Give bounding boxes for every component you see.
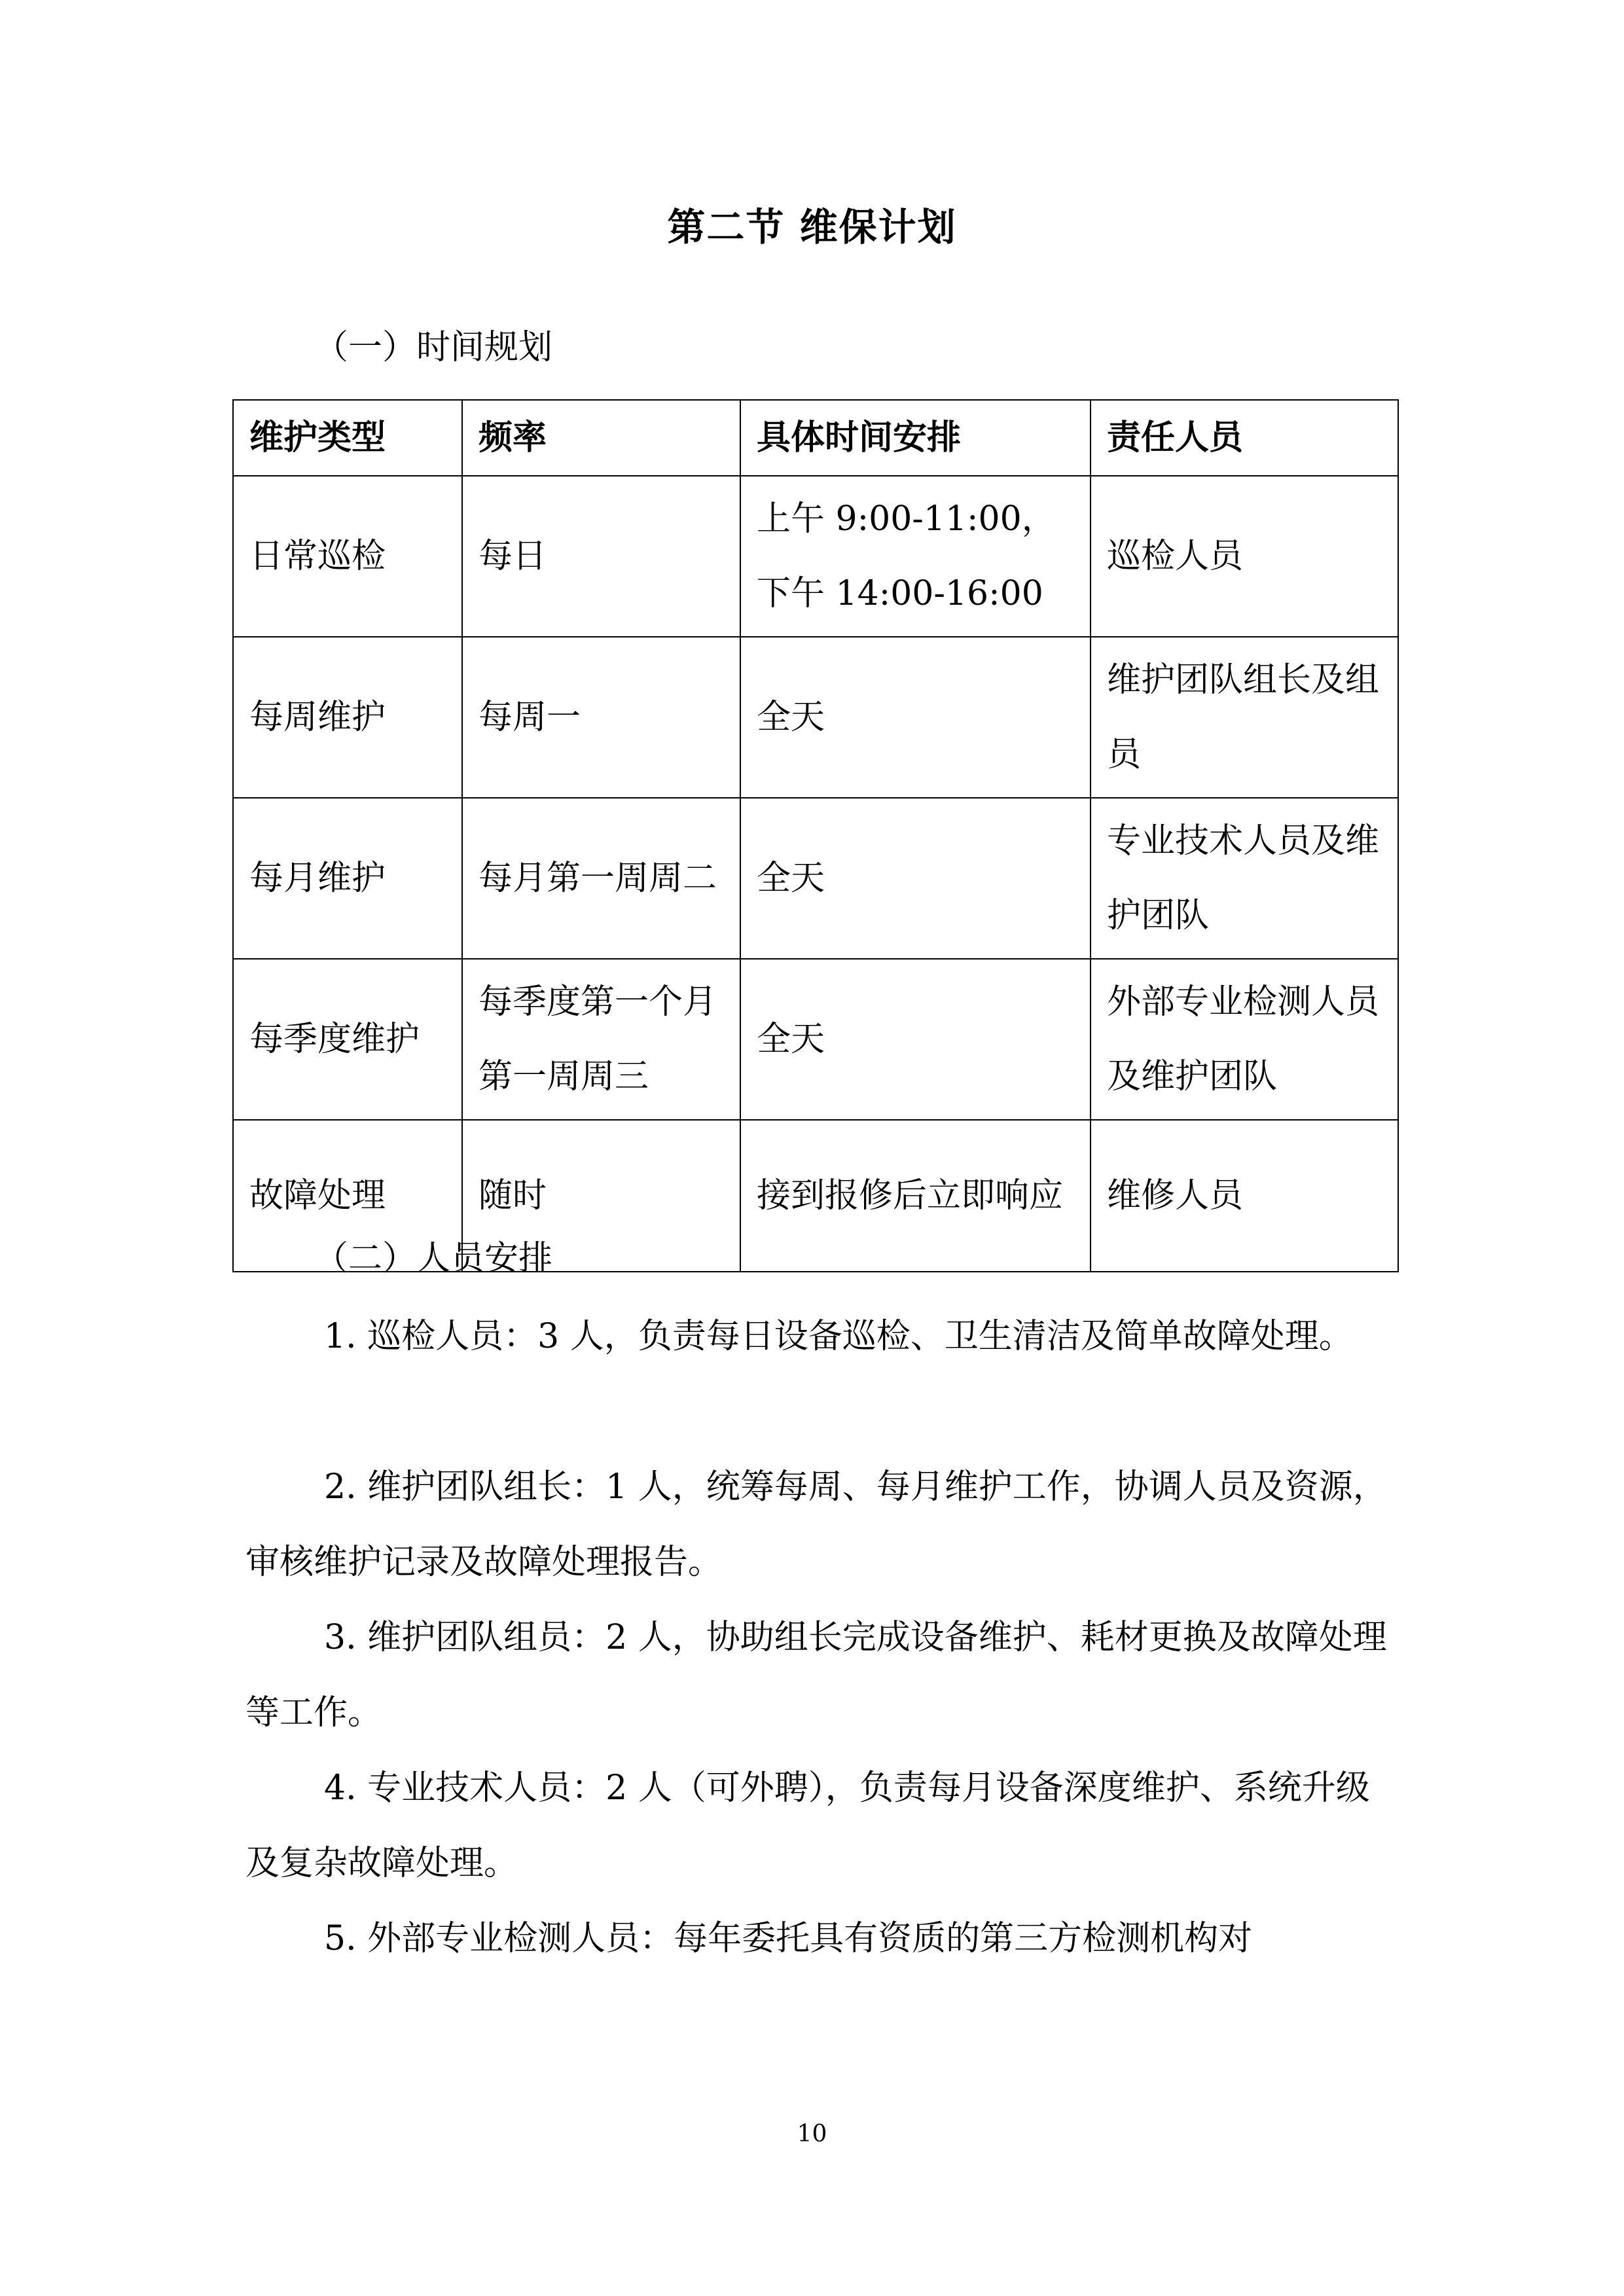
staff-item-text: 2. 维护团队组长：1 人，统筹每周、每月维护工作，协调人员及资源，审核维护记录及故障处理报告。 bbox=[245, 1467, 1387, 1582]
staff-item bbox=[245, 1751, 1388, 1901]
table-cell: 上午 9:00-11:00，下午 14:00-16:00 bbox=[740, 476, 1091, 637]
table-header: 维护类型 bbox=[233, 400, 462, 476]
staff-item bbox=[245, 1901, 1388, 1977]
table-cell: 全天 bbox=[740, 798, 1091, 959]
section-heading-time-plan: （一）时间规划 bbox=[314, 328, 553, 367]
table-cell: 全天 bbox=[740, 959, 1091, 1120]
table-cell: 每周维护 bbox=[233, 637, 462, 798]
table-cell: 每季度第一个月第一周周三 bbox=[462, 959, 740, 1120]
staff-item bbox=[245, 1450, 1388, 1600]
staff-item-text: 4. 专业技术人员：2 人（可外聘），负责每月设备深度维护、系统升级及复杂故障处理。 bbox=[245, 1768, 1370, 1883]
table-cell: 故障处理 bbox=[233, 1120, 462, 1272]
table-cell: 每周一 bbox=[462, 637, 740, 798]
table-cell: 维护团队组长及组员 bbox=[1091, 637, 1398, 798]
table-header: 具体时间安排 bbox=[740, 400, 1091, 476]
table-cell: 每季度维护 bbox=[233, 959, 462, 1120]
table-cell: 专业技术人员及维护团队 bbox=[1091, 798, 1398, 959]
table-cell: 每日 bbox=[462, 476, 740, 637]
table-cell: 外部专业检测人员及维护团队 bbox=[1091, 959, 1398, 1120]
staff-item bbox=[245, 1600, 1388, 1751]
table-cell: 接到报修后立即响应 bbox=[740, 1120, 1091, 1272]
table-cell: 每月第一周周二 bbox=[462, 798, 740, 959]
table-row bbox=[233, 959, 1398, 1120]
table-header: 责任人员 bbox=[1091, 400, 1398, 476]
table-cell: 巡检人员 bbox=[1091, 476, 1398, 637]
page-number: 10 bbox=[797, 2121, 827, 2147]
table-cell: 维修人员 bbox=[1091, 1120, 1398, 1272]
table-cell: 日常巡检 bbox=[233, 476, 462, 637]
maintenance-schedule-table bbox=[232, 399, 1399, 1272]
section-heading-staffing: （二）人员安排 bbox=[314, 1239, 553, 1278]
table-row bbox=[233, 476, 1398, 637]
staff-item-text: 1. 巡检人员：3 人，负责每日设备巡检、卫生清洁及简单故障处理。 bbox=[324, 1317, 1353, 1356]
page-title: 第二节 维保计划 bbox=[667, 205, 957, 249]
staff-item-text: 3. 维护团队组员：2 人，协助组长完成设备维护、耗材更换及故障处理等工作。 bbox=[245, 1618, 1387, 1732]
table-header: 频率 bbox=[462, 400, 740, 476]
table-cell: 每月维护 bbox=[233, 798, 462, 959]
table-cell: 随时 bbox=[462, 1120, 740, 1272]
staff-item-text: 5. 外部专业检测人员：每年委托具有资质的第三方检测机构对 bbox=[324, 1919, 1253, 1958]
table-header-row bbox=[233, 400, 1398, 476]
staff-item bbox=[245, 1299, 1388, 1374]
table-row bbox=[233, 637, 1398, 798]
table-cell: 全天 bbox=[740, 637, 1091, 798]
table-row bbox=[233, 798, 1398, 959]
